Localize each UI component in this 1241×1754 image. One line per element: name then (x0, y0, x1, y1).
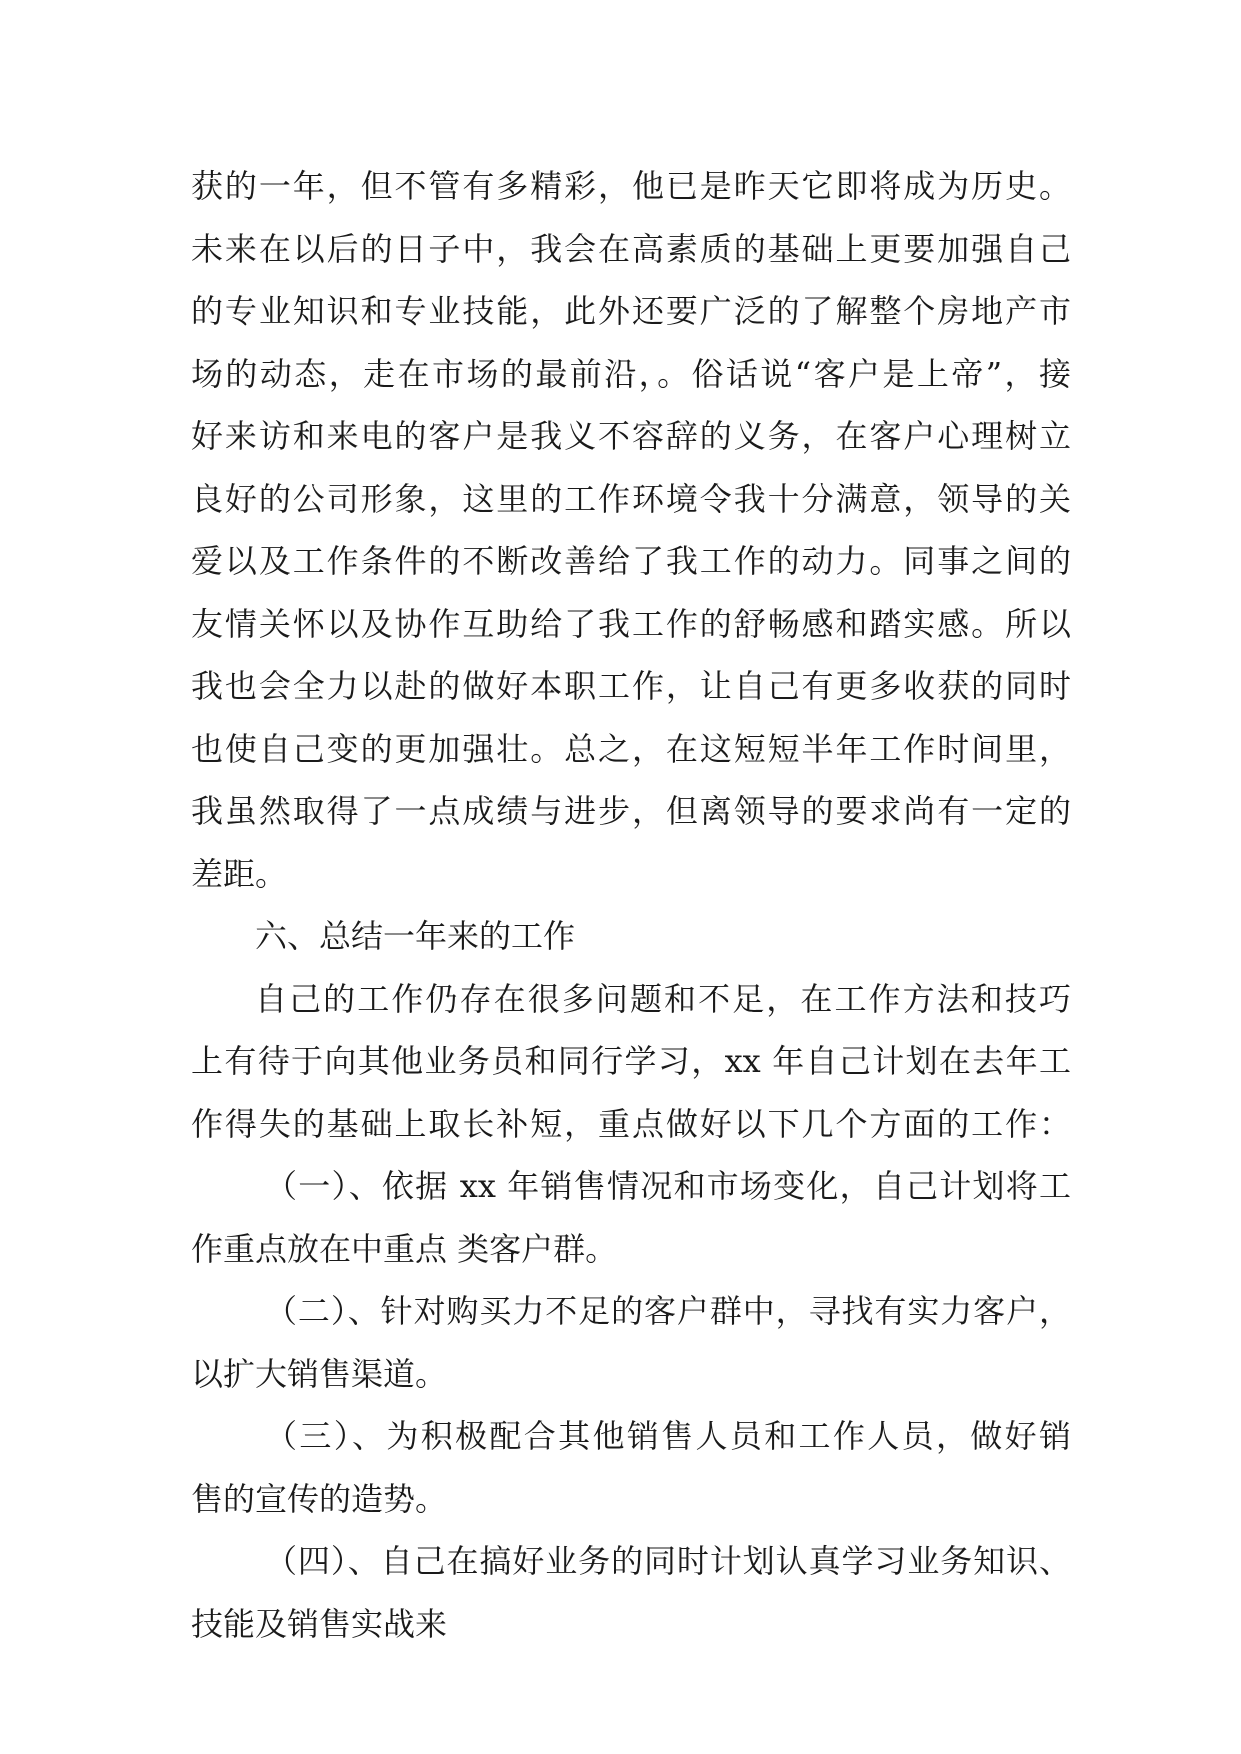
text-line: 也使自己变的更加强壮。总之，在这短短半年工作时间里， (191, 729, 1071, 768)
text-line: 的专业知识和专业技能，此外还要广泛的了解整个房地产市 (191, 292, 1071, 330)
list-item-line: （三）、为积极配合其他销售人员和工作人员，做好销 (265, 1417, 1071, 1455)
text-line: 我也会全力以赴的做好本职工作，让自己有更多收获的同时 (191, 667, 1071, 705)
list-item-line: 作重点放在中重点 类客户群。 (191, 1229, 618, 1268)
text-line: 作得失的基础上取长补短，重点做好以下几个方面的工作： (191, 1104, 1071, 1143)
list-item-line: 以扩大销售渠道。 (191, 1354, 448, 1393)
text-line: 差距。 (191, 854, 288, 893)
text-line: 友情关怀以及协作互助给了我工作的舒畅感和踏实感。所以 (191, 604, 1071, 643)
text-line: 自己的工作仍存在很多问题和不足，在工作方法和技巧 (255, 979, 1071, 1018)
list-item-line: （四）、自己在搞好业务的同时计划认真学习业务知识、 (265, 1542, 1071, 1580)
text-line: 获的一年，但不管有多精彩，他已是昨天它即将成为历史。 (191, 167, 1071, 205)
text-line: 我虽然取得了一点成绩与进步，但离领导的要求尚有一定的 (191, 792, 1071, 830)
section-heading: 六、总结一年来的工作 (255, 917, 576, 955)
list-item-line: （二）、针对购买力不足的客户群中，寻找有实力客户， (265, 1292, 1071, 1330)
document-body (191, 155, 1071, 1655)
text-line: 场的动态，走在市场的最前沿，。俗话说“客户是上帝”，接 (191, 354, 1071, 393)
text-line: 良好的公司形象，这里的工作环境令我十分满意，领导的关 (191, 479, 1071, 518)
list-item-line: （一）、依据 xx 年销售情况和市场变化，自己计划将工 (265, 1167, 1071, 1205)
text-line: 好来访和来电的客户是我义不容辞的义务，在客户心理树立 (191, 417, 1071, 455)
text-line: 上有待于向其他业务员和同行学习，xx 年自己计划在去年工 (191, 1042, 1071, 1080)
text-line: 未来在以后的日子中，我会在高素质的基础上更要加强自己 (191, 229, 1071, 268)
list-item-line: 售的宣传的造势。 (191, 1479, 448, 1518)
text-line: 爱以及工作条件的不断改善给了我工作的动力。同事之间的 (191, 542, 1071, 580)
list-item-line: 技能及销售实战来 (191, 1604, 448, 1643)
